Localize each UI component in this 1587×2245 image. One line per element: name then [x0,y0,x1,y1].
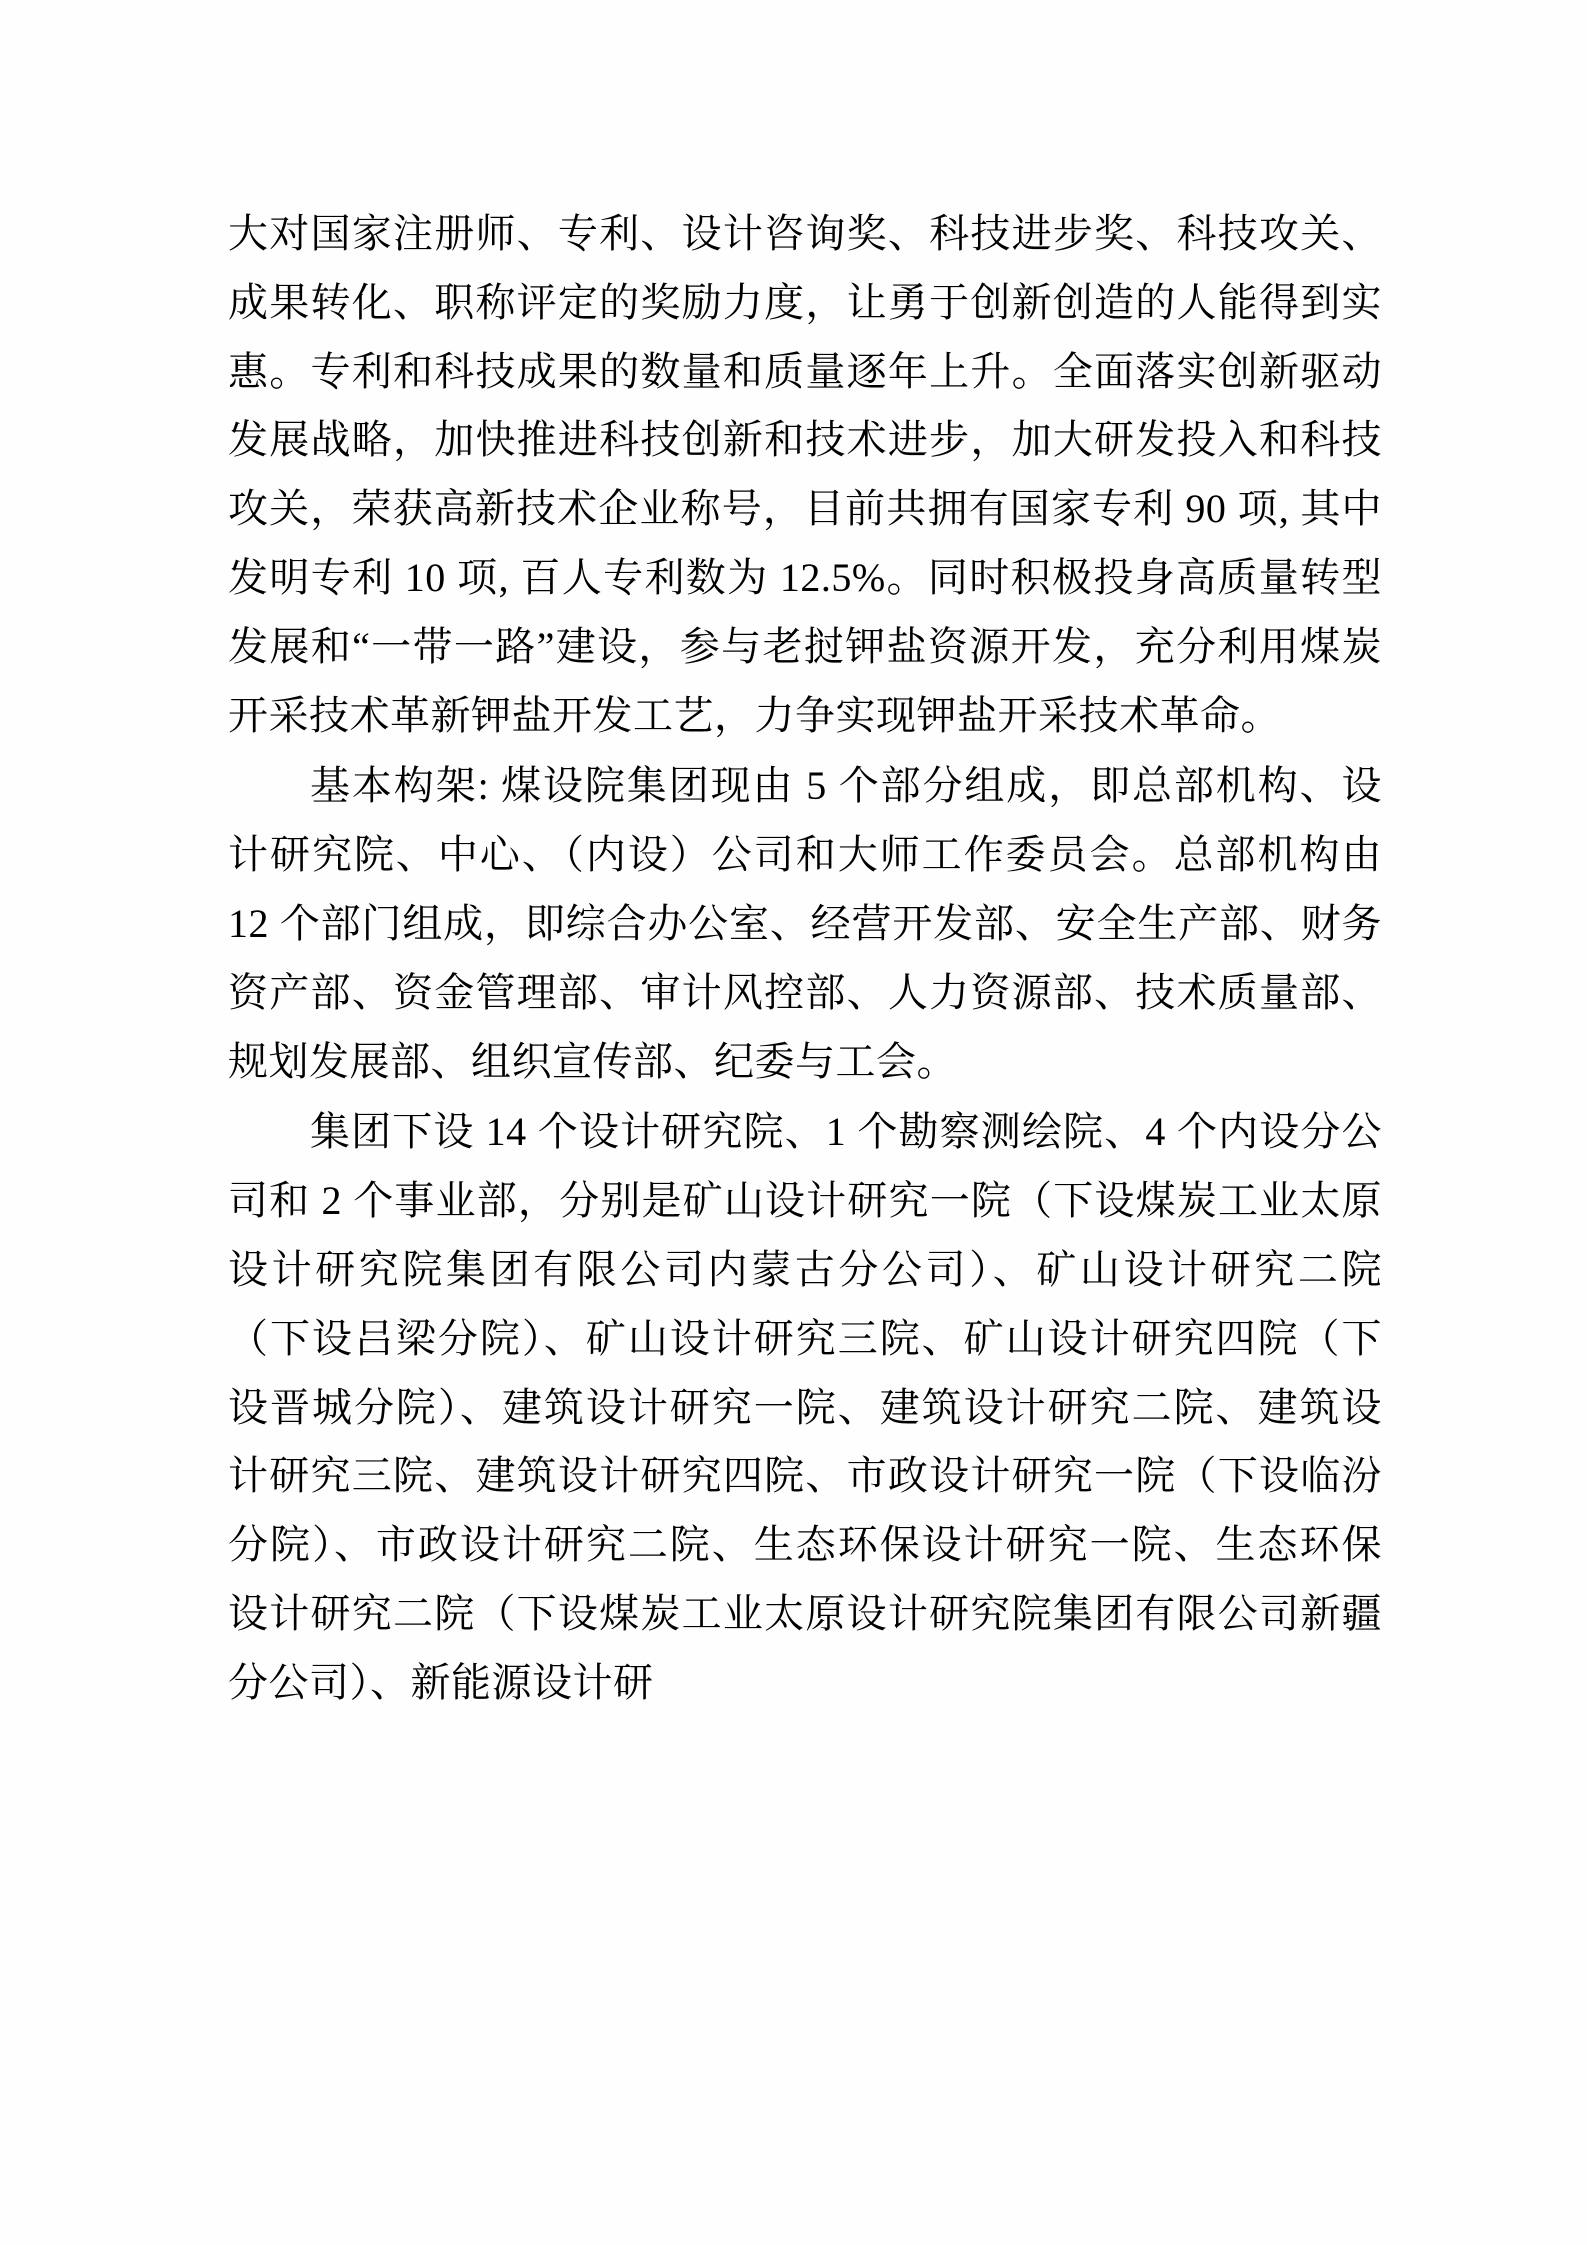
paragraph-institutes-list: 集团下设 14 个设计研究院、1 个勘察测绘院、4 个内设分公司和 2 个事业部，分别是矿山设计研究一院（下设煤炭工业太原设计研究院集团有限公司内蒙古分公司）、矿山设计研究二院（下设吕梁分院）、矿山设计研究三院、矿山设计研究四院（下设晋城分院）、建筑设计研究一院、建筑设计研究二院、建筑设计研究三院、建筑设计研究四院、市政设计研究一院（下设临汾分院）、市政设计研究二院、生态环保设计研究一院、生态环保设计研究二院（下设煤炭工业太原设计研究院集团有限公司新疆分公司）、新能源设计研 [228,1109,1382,1705]
paragraph-innovation-incentives: 大对国家注册师、专利、设计咨询奖、科技进步奖、科技攻关、成果转化、职称评定的奖励力度，让勇于创新创造的人能得到实惠。专利和科技成果的数量和质量逐年上升。全面落实创新驱动发展战略，加快推进科技创新和技术进步，加大研发投入和科技攻关，荣获高新技术企业称号，目前共拥有国家专利 90 项, 其中发明专利 10 项, 百人专利数为 12.5%。同时积极投身高质量转型发展和“一带一路”建设，参与老挝钾盐资源开发，充分利用煤炭开采技术革新钾盐开发工艺，力争实现钾盐开采技术革命。 [228,211,1382,738]
paragraph-basic-structure: 基本构架: 煤设院集团现由 5 个部分组成，即总部机构、设计研究院、中心、（内设）公司和大师工作委员会。总部机构由 12 个部门组成，即综合办公室、经营开发部、安全生产部、财务资产部、资金管理部、审计风控部、人力资源部、技术质量部、规划发展部、组织宣传部、纪委与工会。 [228,763,1382,1084]
document-body [228,200,1382,1718]
